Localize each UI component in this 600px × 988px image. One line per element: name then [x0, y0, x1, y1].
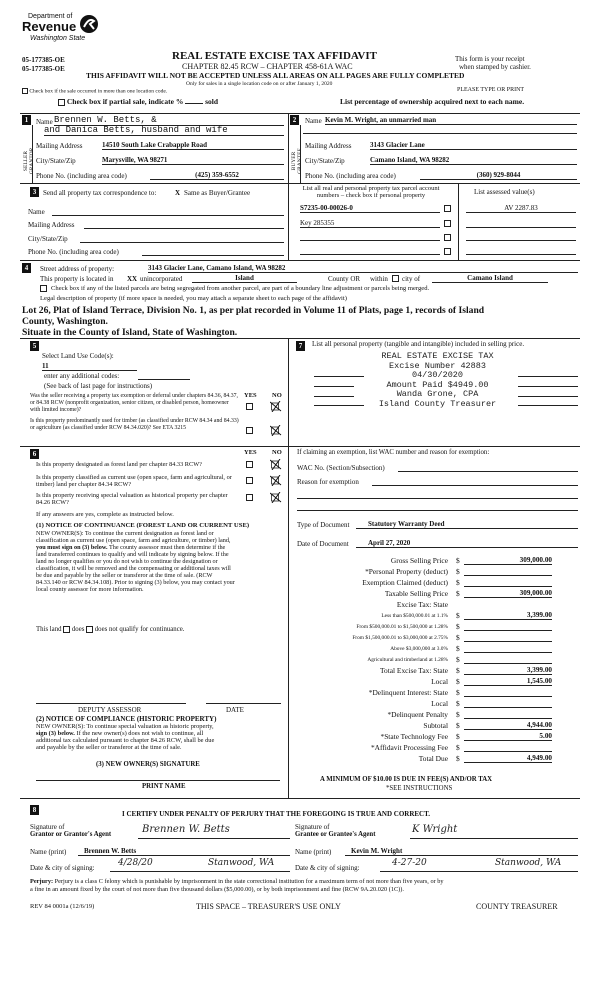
located-label: This property is located in: [40, 275, 114, 283]
form-chapter: CHAPTER 82.45 RCW – CHAPTER 458-61A WAC: [182, 62, 353, 71]
continuance-qualify: [36, 626, 184, 634]
timber-question: Is this property predominantly used for timber (as classified under RCW 84.34 and 84.33) or agriculture (as classified under RCW 84.34.020)? See ETA 3215: [30, 418, 239, 431]
n2-line-2: [36, 730, 214, 737]
grantee-city[interactable]: Stanwood, WA: [495, 858, 562, 868]
tier-1-label: Less than $500,000.01 at 1.1%: [381, 613, 448, 619]
type-or-print: PLEASE TYPE OR PRINT: [457, 87, 525, 93]
street-label: Street address of property:: [40, 265, 115, 273]
n1-line-3a: you must sign on (3) below.: [36, 544, 108, 551]
grantee-name-label: Name (print): [295, 848, 332, 856]
list-percentage-note: List percentage of ownership acquired next to each name.: [340, 97, 525, 106]
total-due-dollar: $: [456, 754, 460, 763]
tier-5-value: [464, 655, 552, 664]
exemption-claimed-label: Exemption Claimed (deduct): [362, 578, 448, 587]
seller-city-label: City/State/Zip: [36, 157, 76, 165]
grantor-city[interactable]: Stanwood, WA: [208, 858, 275, 868]
delinquent-interest-state-dollar: $: [456, 688, 460, 697]
tier-2-value: [464, 622, 552, 631]
sec5-no-header: NO: [272, 392, 282, 399]
q-exemption-no-checked[interactable]: [270, 401, 282, 412]
stamp-line-4: Amount Paid $4949.00: [386, 379, 489, 390]
reason-label: Reason for exemption: [297, 478, 359, 486]
personal-property-deduct-label: *Personal Property (deduct): [365, 567, 448, 576]
buyer-city: Camano Island, WA 98282: [370, 156, 577, 165]
seller-phone: (425) 359-6552: [150, 171, 284, 180]
treasurer-use-only: THIS SPACE – TREASURER'S USE ONLY: [196, 902, 341, 911]
state-technology-fee-label: *State Technology Fee: [380, 732, 448, 741]
q-current-use-yes[interactable]: [246, 477, 253, 484]
subtotal-value: 4,944.00: [464, 721, 552, 730]
n1-line-1: NEW OWNER(S): To continue the current designation as forest land or: [36, 530, 214, 537]
deputy-date-label: DATE: [226, 706, 244, 714]
delinquent-interest-state-value: [464, 688, 552, 697]
q-timber-yes[interactable]: [246, 427, 253, 434]
q-timber-no-checked[interactable]: [270, 425, 282, 436]
n1-line-3: [36, 544, 235, 551]
tier-5-dollar: $: [456, 655, 460, 664]
current-use-question: Is this property classified as current use (open space, farm and agricultural, or timber) land per chapter 84.34 RCW?: [36, 474, 232, 488]
sec5-yes-header: YES: [244, 392, 257, 399]
not-qualify-label: does not qualify for continuance.: [94, 626, 185, 634]
grantor-printed-name: Brennen W. Betts: [78, 847, 290, 856]
forest-land-question: Is this property designated as forest land per chapter 84.33 RCW?: [36, 461, 202, 468]
q-historic-no-checked[interactable]: [270, 492, 282, 503]
seller-name-2: and Danica Betts, husband and wife: [44, 125, 284, 136]
stamp-line-3: 04/30/2020: [411, 370, 463, 381]
county-treasurer: COUNTY TREASURER: [476, 902, 558, 911]
county-or-label: County OR: [328, 275, 361, 283]
receipt-note-2: when stamped by cashier.: [459, 63, 531, 71]
n1-line-3b: The county assessor must then determine if the: [107, 544, 226, 551]
n1-line-6: classification, it will be removed and the compensating or additional taxes will: [36, 565, 231, 572]
grantor-signature[interactable]: Brennen W. Betts: [142, 824, 230, 835]
n2-line-2b: If the new owner(s) does not wish to continue, all: [74, 730, 204, 737]
total-excise-state-dollar: $: [456, 666, 460, 675]
seller-address-label: Mailing Address: [36, 142, 83, 150]
parcel-number-1: S7235-00-00026-0: [300, 204, 440, 213]
unincorporated-mark: XX: [127, 275, 138, 283]
seller-phone-label: Phone No. (including area code): [36, 172, 127, 180]
print-name-label: PRINT NAME: [142, 783, 186, 790]
delinquent-interest-local-label: Local: [431, 699, 448, 708]
logo-line1: Department of: [28, 13, 73, 20]
affidavit-processing-fee-label: *Affidavit Processing Fee: [370, 743, 448, 752]
grantee-signature[interactable]: K Wright: [412, 824, 458, 835]
partial-sale-label: Check box if partial sale, indicate %: [66, 97, 184, 106]
tier-4-dollar: $: [456, 644, 460, 653]
multi-location-checkbox[interactable]: [22, 88, 28, 94]
minimum-note: A MINIMUM OF $10.00 IS DUE IN FEE(S) AND/OR TAX: [320, 776, 493, 783]
q-exemption-yes[interactable]: [246, 403, 253, 410]
perjury-text-1: Perjury is a class C felony which is punishable by imprisonment in the state correctional institution for a maximum term of not more than five years, or by: [53, 878, 444, 885]
n1-line-2: classification as current use (open space, farm and agriculture, or timber) land,: [36, 537, 231, 544]
tier-3-dollar: $: [456, 633, 460, 642]
correspondence-label: Send all property tax correspondence to:: [43, 189, 157, 197]
new-owner-signature-label: (3) NEW OWNER(S) SIGNATURE: [96, 761, 200, 768]
this-land-label: This land: [36, 626, 62, 634]
buyer-city-label: City/State/Zip: [305, 157, 345, 165]
grantee-date-label: Date & city of signing:: [295, 864, 360, 872]
q-forest-no-checked[interactable]: [270, 459, 282, 470]
legal-description-label: Legal description of property (if more space is needed, you may attach a separate sheet to each page of the affidavit): [40, 295, 347, 302]
affidavit-processing-fee-dollar: $: [456, 743, 460, 752]
section-7-marker: 7: [296, 341, 305, 351]
buyer-name-label: Name: [305, 117, 322, 125]
taxable-selling-price-label: Taxable Selling Price: [384, 589, 448, 598]
seller-address: 14510 South Lake Crabapple Road: [102, 141, 284, 150]
seller-name-label: Name: [36, 118, 53, 126]
taxable-selling-price-dollar: $: [456, 589, 460, 598]
q-current-use-no-checked[interactable]: [270, 475, 282, 486]
delinquent-penalty-dollar: $: [456, 710, 460, 719]
form-title: REAL ESTATE EXCISE TAX AFFIDAVIT: [172, 50, 377, 62]
logo-mark-icon: [78, 13, 100, 35]
certify-statement: I CERTIFY UNDER PENALTY OF PERJURY THAT THE FOREGOING IS TRUE AND CORRECT.: [122, 810, 431, 818]
same-as-buyer-mark[interactable]: X: [175, 189, 181, 197]
same-as-buyer-label: Same as Buyer/Grantee: [184, 189, 251, 197]
within-label: within: [370, 275, 388, 283]
parcel-4-checkbox[interactable]: [444, 248, 451, 255]
taxable-selling-price-value: 309,000.00: [464, 589, 552, 598]
buyer-phone-label: Phone No. (including area code): [305, 172, 396, 180]
grantee-printed-name: Kevin M. Wright: [345, 847, 578, 856]
tier-5-label: Agricultural and timberland at 1.28%: [367, 657, 448, 663]
land-use-code: 11: [42, 362, 137, 371]
perjury-bold: Perjury:: [30, 878, 54, 885]
n1-line-8: 84.33.140 or RCW 84.34.108). Prior to signing (3) below, you may contact your: [36, 579, 235, 586]
total-excise-local-dollar: $: [456, 677, 460, 686]
doc-type: Statutory Warranty Deed: [356, 520, 578, 529]
total-due-label: Total Due: [418, 754, 448, 763]
stamp-line-1: REAL ESTATE EXCISE TAX: [381, 351, 494, 361]
form-warning: THIS AFFIDAVIT WILL NOT BE ACCEPTED UNLESS ALL AREAS ON ALL PAGES ARE FULLY COMPLETED: [86, 71, 465, 80]
seller-name: Brennen W. Betts, &: [54, 115, 284, 126]
section-2-marker: 2: [290, 115, 299, 125]
delinquent-interest-local-dollar: $: [456, 699, 460, 708]
corr-mailing-label: Mailing Address: [28, 221, 75, 229]
subtotal-label: Subtotal: [423, 721, 448, 730]
grantor-sig-of: Signature of: [30, 823, 65, 831]
section-5-marker: 5: [30, 341, 39, 351]
additional-codes-label: enter any additional codes:: [44, 372, 120, 380]
if-yes-note: If any answers are yes, complete as instructed below.: [36, 511, 174, 518]
unincorporated-label: unincorporated: [140, 275, 183, 283]
delinquent-penalty-value: [464, 710, 552, 719]
state-technology-fee-dollar: $: [456, 732, 460, 741]
grantor-date-label: Date & city of signing:: [30, 864, 95, 872]
assessed-value-1: AV 2287.83: [466, 204, 576, 213]
total-excise-state-value: 3,399.00: [464, 666, 552, 675]
personal-property-deduct-value: [464, 567, 552, 576]
parcel-header: List all real and personal property tax parcel account numbers – check box if personal property: [302, 185, 440, 200]
perjury-notice: [30, 878, 444, 894]
exemption-claimed-dollar: $: [456, 578, 460, 587]
receipt-note-1: This form is your receipt: [455, 55, 525, 63]
grantor-agent-label: Grantor or Grantor's Agent: [30, 831, 112, 838]
multi-location-label: Check box if the sale occurred in more than one location code.: [29, 88, 168, 95]
form-code-2: 05-177385-OE: [22, 65, 65, 73]
historic-question: Is this property receiving special valuation as historical property per chapter 84.26 RCW?: [36, 492, 228, 506]
seller-city: Marysville, WA 98271: [102, 156, 284, 165]
state-technology-fee-value: 5.00: [464, 732, 552, 741]
grantor-date[interactable]: 4/28/20: [118, 858, 153, 868]
total-excise-state-label: Total Excise Tax: State: [380, 666, 448, 675]
section-4-marker: 4: [22, 263, 31, 273]
stamp-line-2: Excise Number 42883: [389, 360, 486, 371]
does-label: does: [71, 626, 85, 634]
sold-label: sold: [205, 97, 219, 106]
delinquent-interest-local-value: [464, 699, 552, 708]
county-name: Island: [192, 274, 297, 283]
dor-logo: [22, 13, 102, 49]
excise-tax-state-label: Excise Tax: State: [396, 600, 448, 609]
tier-1-dollar: $: [456, 611, 460, 620]
form-code-1: 05-177385-OE: [22, 56, 65, 64]
partial-percent-field[interactable]: [185, 103, 203, 104]
subtotal-dollar: $: [456, 721, 460, 730]
buyer-address-label: Mailing Address: [305, 142, 352, 150]
doc-date: April 27, 2020: [356, 539, 578, 548]
doc-date-label: Date of Document: [297, 540, 349, 548]
n1-line-9: local county assessor for more information.: [36, 586, 144, 593]
qualifies-checkbox[interactable]: [63, 626, 70, 633]
corr-city-label: City/State/Zip: [28, 235, 68, 243]
excise-receipt-stamp: [350, 352, 525, 409]
tier-3-value: [464, 633, 552, 642]
q-historic-yes[interactable]: [246, 494, 253, 501]
n2-line-1: NEW OWNER(S): To continue special valuation as historic property,: [36, 723, 214, 730]
sec6-yes-header: YES: [244, 449, 257, 456]
section-1-marker: 1: [22, 115, 31, 125]
segregation-checkbox[interactable]: [40, 285, 47, 292]
tier-2-dollar: $: [456, 622, 460, 631]
delinquent-penalty-label: *Delinquent Penalty: [387, 710, 448, 719]
corr-phone-label: Phone No. (including area code): [28, 248, 119, 256]
total-excise-local-value: 1,545.00: [464, 677, 552, 686]
buyer-address: 3143 Glacier Lane: [370, 141, 577, 150]
parcel-number-2: Key 285355: [300, 219, 440, 228]
n2-line-2a: sign (3) below.: [36, 730, 75, 737]
personal-property-deduct-dollar: $: [456, 567, 460, 576]
n1-line-4: land transferred continues to qualify and will indicate by signing below. If the: [36, 551, 229, 558]
see-instructions: (See back of last page for instructions): [44, 382, 153, 390]
q-forest-yes[interactable]: [246, 461, 253, 468]
partial-sale-checkbox[interactable]: [58, 99, 65, 106]
tier-1-value: 3,399.00: [464, 611, 552, 620]
section-6-marker: 6: [30, 449, 39, 459]
not-qualify-checkbox[interactable]: [86, 626, 93, 633]
buyer-phone: (360) 929-8044: [420, 171, 577, 180]
property-city: Camano Island: [432, 274, 548, 283]
perjury-line-1: [30, 878, 444, 886]
tier-2-label: From $500,000.01 to $1,500,000 at 1.28%: [356, 624, 448, 630]
segregation-label: Check box if any of the listed parcels are being segregated from another parcel, are part of a boundary line adjustment or parcels being merged.: [51, 285, 430, 292]
multi-location-check[interactable]: [22, 88, 167, 95]
section-3-marker: 3: [30, 187, 39, 197]
tier-4-label: Above $3,000,000 at 3.0%: [390, 646, 448, 652]
n2-line-4: and payable by the seller or transferor at the time of sale.: [36, 744, 182, 751]
grantor-name-label: Name (print): [30, 848, 67, 856]
form-revision: REV 84 0001a (12/6/19): [30, 903, 95, 910]
delinquent-interest-state-label: *Delinquent Interest: State: [368, 688, 448, 697]
grantee-date[interactable]: 4-27-20: [392, 858, 427, 868]
legal-description-1: Lot 26, Plat of Island Terrace, Division No. 1, as per plat recorded in Volume 11 of Plats, page 1, records of Island: [22, 305, 485, 316]
perjury-line-2: a fine in an amount fixed by the court of not more than five thousand dollars ($5,000.00), or by both imprisonment and fine (RCW 9A.20.020 (1C)).: [30, 886, 404, 893]
total-due-value: 4,949.00: [464, 754, 552, 763]
exemption-question: Was the seller receiving a property tax exemption or deferral under chapters 84.36, 84.37, or 84.38 RCW (nonprofit organization, senior citizen, or disabled person, homeowner with limited income)?: [30, 393, 238, 413]
single-location-note: Only for sales in a single location code on or after January 1, 2020: [186, 81, 333, 87]
legal-description-2: County, Washington.: [22, 316, 108, 327]
notice-compliance-text: [36, 723, 214, 751]
notice-compliance-title: (2) NOTICE OF COMPLIANCE (HISTORIC PROPERTY): [36, 715, 217, 723]
notice-continuance-title: (1) NOTICE OF CONTINUANCE (FOREST LAND OR CURRENT USE): [36, 522, 250, 529]
n1-line-7: be due and payable by the seller or transferor at the time of sale. (RCW: [36, 572, 213, 579]
affidavit-processing-fee-value: [464, 743, 552, 752]
sec6-no-header: NO: [272, 449, 282, 456]
assessed-header: List assessed value(s): [474, 188, 535, 196]
logo-line3: Washington State: [30, 35, 86, 42]
city-of-label: city of: [402, 275, 421, 283]
legal-description-3: Situate in the County of Island, State of Washington.: [22, 327, 238, 338]
notice-continuance-text: [36, 530, 235, 593]
partial-sale-check[interactable]: [58, 98, 218, 107]
buyer-side-label: BUYER GRANTEE: [291, 148, 303, 174]
see-instructions-note: *SEE INSTRUCTIONS: [386, 785, 453, 792]
wac-label: WAC No. (Section/Subsection): [297, 464, 385, 472]
corr-name-label: Name: [28, 208, 45, 216]
buyer-name: Kevin M. Wright, an unmarried man: [325, 116, 577, 125]
stamp-line-6: Island County Treasurer: [378, 398, 497, 409]
n1-line-5: land no longer qualifies or you do not wish to continue the designation or: [36, 558, 218, 565]
tier-4-value: [464, 644, 552, 653]
gross-selling-price-dollar: $: [456, 556, 460, 565]
land-use-label: Select Land Use Code(s):: [42, 352, 114, 360]
parcel-2-checkbox[interactable]: [444, 220, 451, 227]
personal-property-label: List all personal property (tangible and intangible) included in selling price.: [312, 340, 525, 348]
grantee-sig-of: Signature of: [295, 823, 330, 831]
gross-selling-price-value: 309,000.00: [464, 556, 552, 565]
grantee-agent-label: Grantee or Grantee's Agent: [295, 831, 376, 838]
parcel-3-checkbox[interactable]: [444, 234, 451, 241]
logo-line2: Revenue: [22, 19, 77, 34]
doc-type-label: Type of Document: [297, 521, 350, 529]
within-city-checkbox[interactable]: [392, 275, 399, 282]
total-excise-local-label: Local: [431, 677, 448, 686]
parcel-1-checkbox[interactable]: [444, 205, 451, 212]
tier-3-label: From $1,500,000.01 to $3,000,000 at 2.75%: [352, 635, 448, 641]
gross-selling-price-label: Gross Selling Price: [390, 556, 448, 565]
exemption-claimed-value: [464, 578, 552, 587]
seller-side-label: SELLER GRANTOR: [23, 147, 35, 175]
deputy-assessor-label: DEPUTY ASSESSOR: [78, 706, 142, 714]
n2-line-3: additional tax calculated pursuant to chapter 84.26 RCW, shall be due: [36, 737, 215, 744]
street-address: 3143 Glacier Lane, Camano Island, WA 98282: [148, 264, 578, 273]
wac-intro: If claiming an exemption, list WAC number and reason for exemption:: [297, 449, 490, 456]
stamp-line-5: Wanda Grone, CPA: [396, 389, 479, 400]
section-8-marker: 8: [30, 805, 39, 815]
